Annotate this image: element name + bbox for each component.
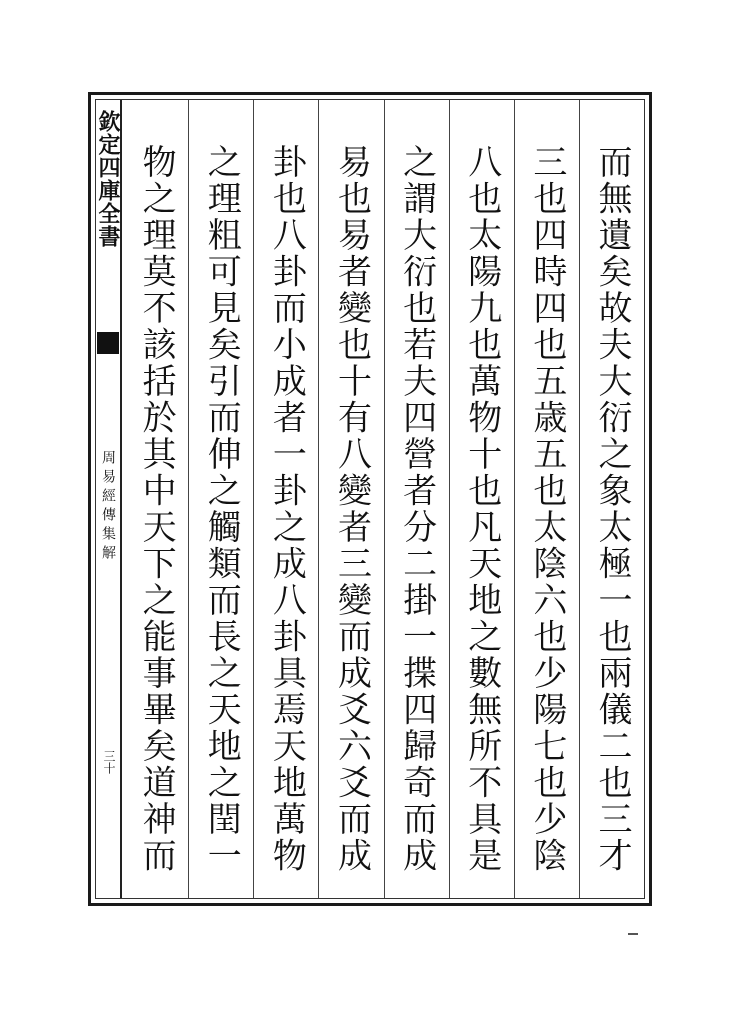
column-text: 三也四時四也五歳五也太陰六也少陽七也少陰	[526, 144, 567, 874]
text-column	[449, 100, 514, 898]
text-column	[318, 100, 383, 898]
stray-mark	[628, 933, 638, 935]
inner-border	[95, 99, 645, 899]
margin-column	[96, 100, 122, 898]
column-text: 八也太陽九也萬物十也凡天地之數無所不具是	[461, 144, 502, 874]
page-frame	[88, 92, 652, 906]
book-title: 周易經傳集解	[100, 450, 116, 564]
column-text: 之謂大衍也若夫四營者分二掛一揲四歸奇而成	[396, 144, 437, 874]
column-text: 物之理莫不該括於其中天下之能事畢矣道神而	[136, 144, 177, 874]
column-text: 而無遺矣故夫大衍之象太極一也兩儀二也三才	[591, 144, 632, 874]
text-column	[384, 100, 449, 898]
column-text: 卦也八卦而小成者一卦之成八卦具焉天地萬物	[266, 144, 307, 874]
text-column	[579, 100, 644, 898]
series-title: 欽定四庫全書	[95, 110, 121, 248]
text-columns	[124, 100, 644, 898]
text-column	[124, 100, 188, 898]
text-column	[514, 100, 579, 898]
text-column	[188, 100, 253, 898]
fishtail-mark	[97, 332, 119, 354]
column-text: 之理粗可見矣引而伸之觸類而長之天地之閏一	[201, 144, 242, 874]
column-text: 易也易者變也十有八變者三變而成爻六爻而成	[331, 144, 372, 874]
page-number: 三十	[102, 750, 116, 774]
text-column	[253, 100, 318, 898]
